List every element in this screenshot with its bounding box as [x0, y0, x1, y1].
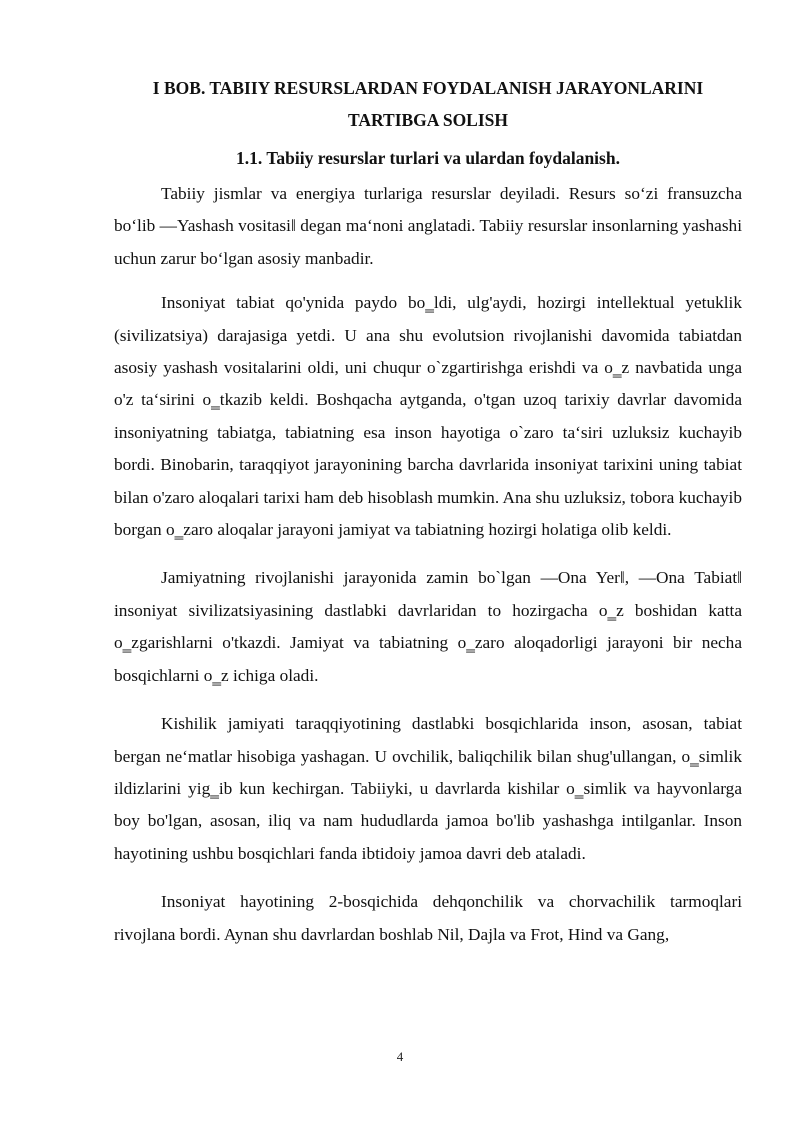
paragraph-5: Insoniyat hayotining 2-bosqichida dehqonchilik va chorvachilik tarmoqlari rivojlana bordi. Aynan shu davrlardan boshlab Nil, Dajla va Frot, Hind va Gang, [114, 892, 742, 944]
chapter-title-line-2: TARTIBGA SOLISH [347, 110, 509, 130]
paragraph-4: Kishilik jamiyati taraqqiyotining dastlabki bosqichlarida inson, asosan, tabiat bergan ne‘matlar hisobiga yashagan. U ovchilik, baliqchilik bilan shug'ullangan, o‗simlik ildizlarini yig‗ib kun kechirgan. Tabiiyki, u davrlarda kishilar o‗simlik va hayvonlarga boy bo'lgan, asosan, iliq va nam hududlarda jamoa bo'lib yashashga intilganlar. Inson hayotining ushbu bosqichlari fanda ibtidoiy jamoa davri deb ataladi. [114, 714, 742, 863]
paragraph-1: Tabiiy jismlar va energiya turlariga resurslar deyiladi. Resurs so‘zi fransuzcha bo‘lib ―Yashash vositasi‖ degan ma‘noni anglatadi. Tabiiy resurslar insonlarning yashashi uchun zarur bo‘lgan asosiy manbadir. [114, 184, 742, 268]
page-number: 4 [396, 1049, 404, 1064]
chapter-title-line-1: I BOB. TABIIY RESURSLARDAN FOYDALANISH JARAYONLARINI [152, 78, 704, 98]
paragraph-3: Jamiyatning rivojlanishi jarayonida zamin bo`lgan ―Ona Yer‖, ―Ona Tabiat‖ insoniyat sivilizatsiyasining dastlabki davrlaridan to hozirgacha o‗z boshidan katta o‗zgarishlarni o'tkazdi. Jamiyat va tabiatning o‗zaro aloqadorligi jarayoni bir necha bosqichlarni o‗z ichiga oladi. [114, 568, 742, 685]
paragraph-2: Insoniyat tabiat qo'ynida paydo bo‗ldi, ulg'aydi, hozirgi intellektual yetuklik (sivilizatsiya) darajasiga yetdi. U ana shu evolutsion rivojlanishi davomida tabiatdan asosiy yashash vositalarini oldi, uni chuqur o`zgartirishga erishdi va o‗z navbatida unga o'z ta‘sirini o‗tkazib keldi. Boshqacha aytganda, o'tgan uzoq tarixiy davrlar davomida insoniyatning tabiatga, tabiatning esa inson hayotiga o`zaro ta‘siri uzluksiz kuchayib bordi. Binobarin, taraqqiyot jarayonining barcha davrlarida insoniyat tarixini uning tabiat bilan o'zaro aloqalari tarixi ham deb hisoblash mumkin. Ana shu uzluksiz, tobora kuchayib borgan o‗zaro aloqalar jarayoni jamiyat va tabiatning hozirgi holatiga olib keldi. [114, 293, 742, 540]
section-title: 1.1. Tabiiy resurslar turlari va ulardan foydalanish. [236, 148, 620, 168]
page-content [114, 70, 742, 951]
chapter-title [114, 70, 742, 136]
